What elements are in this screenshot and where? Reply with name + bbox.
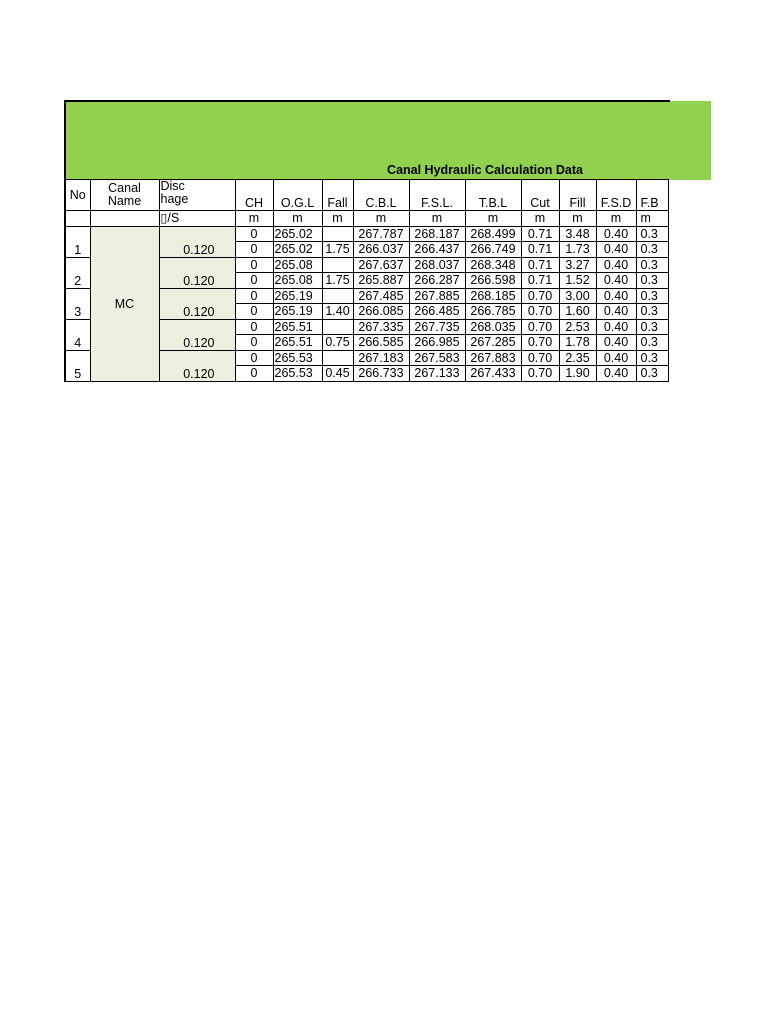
unit-no: [65, 211, 90, 227]
header-fill: Fill: [559, 180, 596, 211]
title-banner: [64, 101, 711, 180]
cell-cut: 0.70: [521, 335, 559, 351]
unit-canal-name: [90, 211, 159, 227]
cell-tbl: 268.348: [465, 257, 521, 273]
cell-cut: 0.70: [521, 288, 559, 304]
cell-ch: 0: [235, 319, 273, 335]
banner-top-border: [64, 100, 670, 102]
cell-fall: [322, 319, 353, 335]
discharge-cell: 0.120: [159, 350, 235, 381]
cell-cut: 0.70: [521, 366, 559, 382]
unit-fill: m: [559, 211, 596, 227]
unit-tbl: m: [465, 211, 521, 227]
cell-cbl: 266.585: [353, 335, 409, 351]
cell-fill: 3.48: [559, 226, 596, 242]
cell-fsd: 0.40: [596, 350, 636, 366]
cell-fall: [322, 226, 353, 242]
header-cut: Cut: [521, 180, 559, 211]
cell-tbl: 268.499: [465, 226, 521, 242]
header-tbl: T.B.L: [465, 180, 521, 211]
cell-cbl: 266.733: [353, 366, 409, 382]
unit-fsl: m: [409, 211, 465, 227]
cell-fsl: 266.437: [409, 242, 465, 258]
cell-fsd: 0.40: [596, 288, 636, 304]
cell-ch: 0: [235, 350, 273, 366]
header-fsl: F.S.L.: [409, 180, 465, 211]
table-row: [65, 226, 668, 242]
cell-fsd: 0.40: [596, 226, 636, 242]
row-number: 4: [65, 319, 90, 350]
cell-fill: 3.27: [559, 257, 596, 273]
cell-ogl: 265.08: [273, 273, 322, 289]
cell-fsl: 267.885: [409, 288, 465, 304]
cell-cbl: 266.085: [353, 304, 409, 320]
cell-ch: 0: [235, 304, 273, 320]
row-number: 2: [65, 257, 90, 288]
sheet-title: Canal Hydraulic Calculation Data: [387, 163, 583, 177]
cell-fsl: 267.133: [409, 366, 465, 382]
unit-fb: m: [636, 211, 668, 227]
cell-fsd: 0.40: [596, 257, 636, 273]
cell-fall: 0.75: [322, 335, 353, 351]
cell-fb: 0.3: [636, 350, 668, 366]
cell-tbl: 267.285: [465, 335, 521, 351]
cell-ogl: 265.02: [273, 226, 322, 242]
cell-ch: 0: [235, 335, 273, 351]
cell-fill: 2.35: [559, 350, 596, 366]
header-fb: F.B: [636, 180, 668, 211]
header-canal-name: Canal Name: [90, 180, 159, 211]
cell-tbl: 266.785: [465, 304, 521, 320]
header-cbl: C.B.L: [353, 180, 409, 211]
cell-fall: 1.75: [322, 273, 353, 289]
cell-ogl: 265.19: [273, 288, 322, 304]
cell-fill: 1.60: [559, 304, 596, 320]
row-number: 1: [65, 226, 90, 257]
cell-fall: 1.40: [322, 304, 353, 320]
cell-ogl: 265.51: [273, 319, 322, 335]
cell-cbl: 267.637: [353, 257, 409, 273]
cell-cbl: 266.037: [353, 242, 409, 258]
cell-cut: 0.71: [521, 242, 559, 258]
cell-ogl: 265.08: [273, 257, 322, 273]
cell-fb: 0.3: [636, 257, 668, 273]
header-ch: CH: [235, 180, 273, 211]
header-row: [65, 180, 668, 211]
cell-cut: 0.71: [521, 257, 559, 273]
cell-cbl: 267.183: [353, 350, 409, 366]
cell-fb: 0.3: [636, 319, 668, 335]
header-fsd: F.S.D: [596, 180, 636, 211]
discharge-cell: 0.120: [159, 257, 235, 288]
cell-fall: 0.45: [322, 366, 353, 382]
cell-fsl: 266.985: [409, 335, 465, 351]
cell-fb: 0.3: [636, 335, 668, 351]
cell-fsd: 0.40: [596, 319, 636, 335]
table-body: [65, 226, 668, 381]
cell-ch: 0: [235, 273, 273, 289]
cell-ogl: 265.02: [273, 242, 322, 258]
cell-cbl: 267.485: [353, 288, 409, 304]
unit-ogl: m: [273, 211, 322, 227]
cell-ch: 0: [235, 366, 273, 382]
cell-tbl: 268.035: [465, 319, 521, 335]
cell-fsl: 266.287: [409, 273, 465, 289]
cell-cut: 0.70: [521, 319, 559, 335]
cell-fb: 0.3: [636, 366, 668, 382]
unit-fsd: m: [596, 211, 636, 227]
row-number: 3: [65, 288, 90, 319]
cell-fill: 3.00: [559, 288, 596, 304]
unit-ch: m: [235, 211, 273, 227]
cell-cut: 0.71: [521, 273, 559, 289]
cell-fsl: 267.583: [409, 350, 465, 366]
unit-cbl: m: [353, 211, 409, 227]
cell-fill: 1.52: [559, 273, 596, 289]
cell-fsd: 0.40: [596, 304, 636, 320]
cell-fall: 1.75: [322, 242, 353, 258]
cell-fsd: 0.40: [596, 335, 636, 351]
units-row: [65, 211, 668, 227]
cell-cut: 0.70: [521, 350, 559, 366]
cell-ch: 0: [235, 242, 273, 258]
header-fall: Fall: [322, 180, 353, 211]
discharge-cell: 0.120: [159, 226, 235, 257]
cell-fall: [322, 350, 353, 366]
unit-cut: m: [521, 211, 559, 227]
header-ogl: O.G.L: [273, 180, 322, 211]
cell-fill: 1.73: [559, 242, 596, 258]
cell-ogl: 265.19: [273, 304, 322, 320]
cell-cut: 0.71: [521, 226, 559, 242]
cell-tbl: 267.433: [465, 366, 521, 382]
cell-fsl: 267.735: [409, 319, 465, 335]
cell-fill: 2.53: [559, 319, 596, 335]
cell-fsl: 266.485: [409, 304, 465, 320]
unit-fall: m: [322, 211, 353, 227]
cell-ogl: 265.53: [273, 366, 322, 382]
cell-fill: 1.78: [559, 335, 596, 351]
cell-fb: 0.3: [636, 288, 668, 304]
canal-name-cell: MC: [90, 226, 159, 381]
cell-cbl: 267.787: [353, 226, 409, 242]
cell-tbl: 268.185: [465, 288, 521, 304]
banner-left-border: [64, 100, 66, 180]
cell-ogl: 265.53: [273, 350, 322, 366]
cell-fb: 0.3: [636, 226, 668, 242]
cell-ch: 0: [235, 288, 273, 304]
header-discharge: Disc hage: [159, 180, 235, 211]
cell-fb: 0.3: [636, 304, 668, 320]
cell-ch: 0: [235, 257, 273, 273]
cell-tbl: 266.598: [465, 273, 521, 289]
header-no: No: [65, 180, 90, 211]
cell-fall: [322, 288, 353, 304]
cell-fsl: 268.187: [409, 226, 465, 242]
cell-fb: 0.3: [636, 242, 668, 258]
cell-tbl: 266.749: [465, 242, 521, 258]
unit-discharge: ▯/S: [159, 211, 235, 227]
discharge-cell: 0.120: [159, 319, 235, 350]
cell-fsd: 0.40: [596, 273, 636, 289]
cell-tbl: 267.883: [465, 350, 521, 366]
discharge-cell: 0.120: [159, 288, 235, 319]
cell-ogl: 265.51: [273, 335, 322, 351]
cell-cbl: 267.335: [353, 319, 409, 335]
cell-ch: 0: [235, 226, 273, 242]
cell-fsd: 0.40: [596, 242, 636, 258]
hydraulic-data-table: [64, 179, 669, 382]
cell-cbl: 265.887: [353, 273, 409, 289]
row-number: 5: [65, 350, 90, 381]
cell-fall: [322, 257, 353, 273]
cell-fsl: 268.037: [409, 257, 465, 273]
cell-fill: 1.90: [559, 366, 596, 382]
cell-cut: 0.70: [521, 304, 559, 320]
cell-fsd: 0.40: [596, 366, 636, 382]
cell-fb: 0.3: [636, 273, 668, 289]
